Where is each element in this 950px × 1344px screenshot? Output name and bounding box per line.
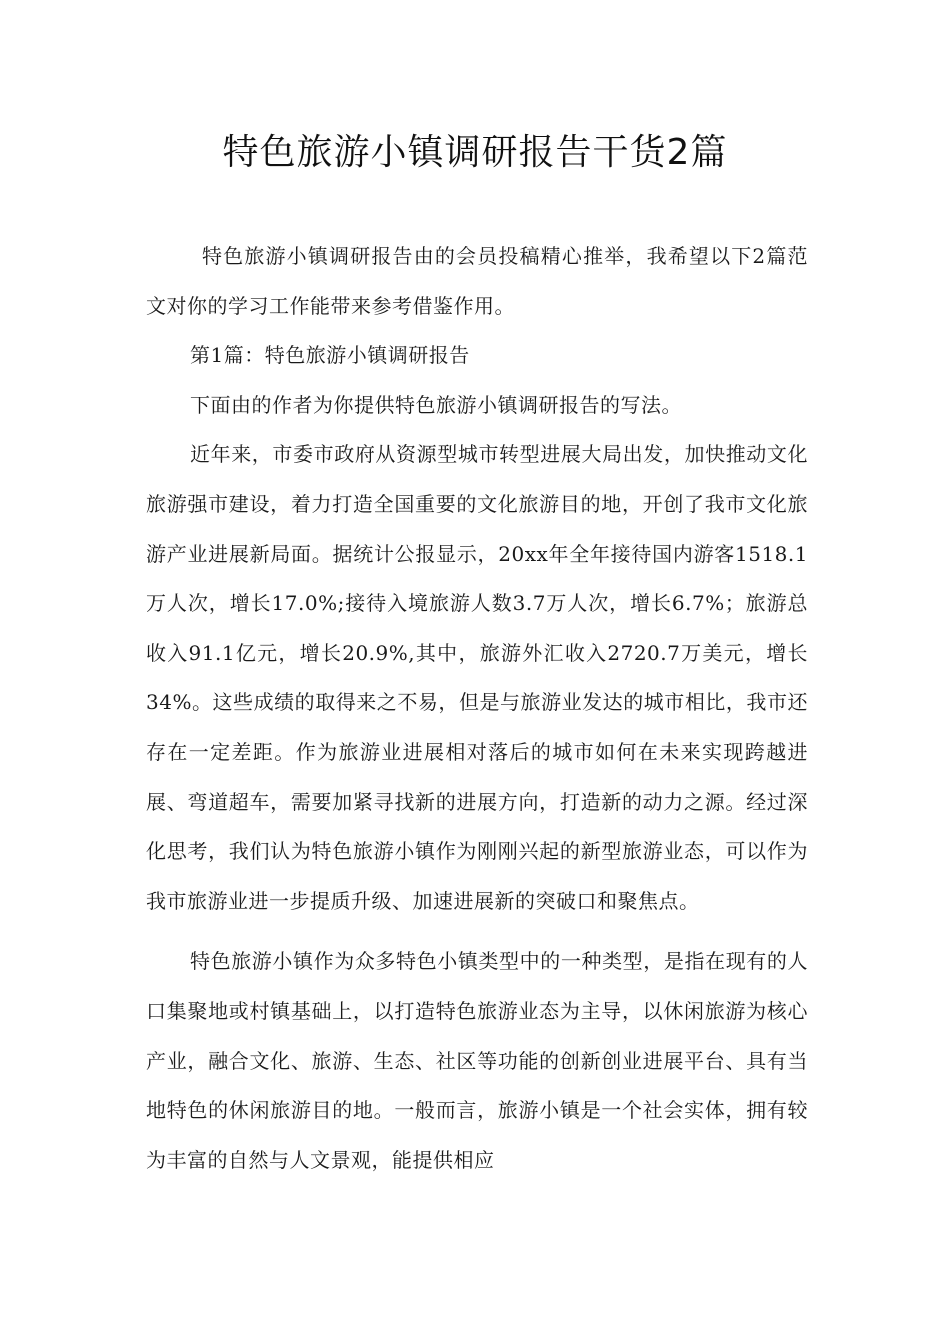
lead-paragraph: 下面由的作者为你提供特色旅游小镇调研报告的写法。: [190, 392, 682, 417]
document-title: 特色旅游小镇调研报告干货2篇: [222, 132, 728, 173]
intro-paragraph: 特色旅游小镇调研报告由的会员投稿精心推举，我希望以下2篇范文对你的学习工作能带来参考借鉴作用。: [146, 244, 808, 318]
section-heading: 第1篇：特色旅游小镇调研报告: [190, 343, 470, 368]
body-paragraph: 特色旅游小镇作为众多特色小镇类型中的一种类型，是指在现有的人口集聚地或村镇基础上，以打造特色旅游业态为主导，以休闲旅游为核心产业，融合文化、旅游、生态、社区等功能的创新创业进展平台、具有当地特色的休闲旅游目的地。一般而言，旅游小镇是一个社会实体，拥有较为丰富的自然与人文景观，能提供相应: [146, 949, 808, 1172]
paragraph-gap: [146, 926, 808, 937]
body-paragraph: 近年来，市委市政府从资源型城市转型进展大局出发，加快推动文化旅游强市建设，着力打造全国重要的文化旅游目的地，开创了我市文化旅游产业进展新局面。据统计公报显示，20xx年全年接待国内游客1518.1万人次，增长17.0%;接待入境旅游人数3.7万人次，增长6.7%；旅游总收入91.1亿元，增长20.9%,其中，旅游外汇收入2720.7万美元，增长34%。这些成绩的取得来之不易，但是与旅游业发达的城市相比，我市还存在一定差距。作为旅游业进展相对落后的城市如何在未来实现跨越进展、弯道超车，需要加紧寻找新的进展方向，打造新的动力之源。经过深化思考，我们认为特色旅游小镇作为刚刚兴起的新型旅游业态，可以作为我市旅游业进一步提质升级、加速进展新的突破口和聚焦点。: [146, 442, 808, 913]
document-body: [146, 232, 808, 1185]
